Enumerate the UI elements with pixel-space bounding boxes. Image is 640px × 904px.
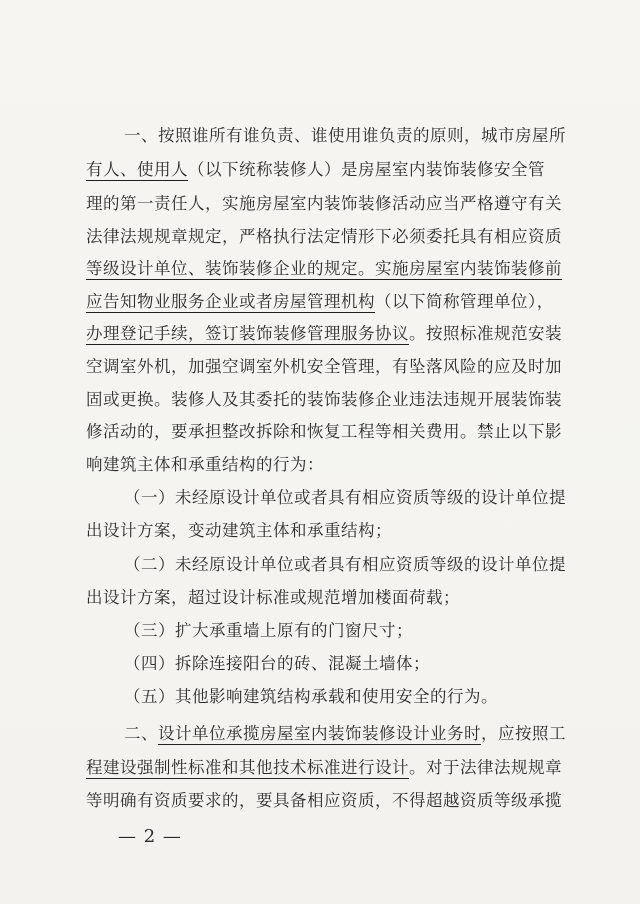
paragraph-line xyxy=(86,324,562,344)
underlined-phrase: 应告知物业服务企业或者房屋管理机构 xyxy=(86,292,375,311)
paragraph-line xyxy=(86,160,545,180)
paragraph-line xyxy=(86,227,562,247)
line-text: 出设计方案，变动建筑主体和承重结构； xyxy=(86,521,392,540)
list-item xyxy=(124,687,498,707)
paragraph-line xyxy=(86,390,562,410)
line-text: ，应按照工 xyxy=(481,724,566,743)
paragraph-line xyxy=(86,292,554,312)
page-number: — 2 — xyxy=(118,826,182,847)
line-text: 一、按照谁所有谁负责、谁使用谁负责的原则，城市房屋所 xyxy=(124,126,566,145)
underlined-phrase: 程建设强制性标准和其他技术标准进行设计 xyxy=(86,758,409,777)
line-text: （以下简称管理单位）， xyxy=(375,292,554,311)
underlined-phrase: 办理登记手续，签订装饰装修管理服务协议 xyxy=(86,324,409,343)
paragraph-line xyxy=(124,126,566,146)
underlined-phrase: 有人、使用人 xyxy=(86,160,188,179)
list-item xyxy=(124,555,566,575)
underlined-phrase: 实施房屋室内装饰装修前 xyxy=(375,259,562,278)
paragraph-line xyxy=(86,588,460,608)
line-text: 空调室外机，加强空调室外机安全管理，有坠落风险的应及时加 xyxy=(86,357,562,376)
line-text: （一）未经原设计单位或者具有相应资质等级的设计单位提 xyxy=(124,488,566,507)
line-text: （五）其他影响建筑结构承载和使用安全的行为。 xyxy=(124,687,498,706)
paragraph-line xyxy=(86,791,562,811)
line-text: （二）未经原设计单位或者具有相应资质等级的设计单位提 xyxy=(124,555,566,574)
list-item xyxy=(124,654,430,674)
paragraph-line xyxy=(86,194,562,214)
list-item xyxy=(124,621,413,641)
line-text: 固或更换。装修人及其委托的装饰装修企业违法违规开展装饰装 xyxy=(86,390,562,409)
paragraph-line xyxy=(86,521,392,541)
underlined-phrase: 设计单位承揽房屋室内装饰装修设计业务时 xyxy=(158,724,481,743)
line-text: 。对于法律法规规章 xyxy=(409,758,562,777)
line-text: 修活动的，要承担整改拆除和恢复工程等相关费用。禁止以下影 xyxy=(86,422,562,441)
line-text: 等明确有资质要求的，要具备相应资质，不得超越资质等级承揽 xyxy=(86,791,562,810)
line-text: 出设计方案，超过设计标准或规范增加楼面荷载； xyxy=(86,588,460,607)
line-text: 响建筑主体和承重结构的行为： xyxy=(86,455,324,474)
line-text: 二、 xyxy=(124,724,158,743)
paragraph-line xyxy=(124,724,566,744)
line-text: 理的第一责任人，实施房屋室内装饰装修活动应当严格遵守有关 xyxy=(86,194,562,213)
list-item xyxy=(124,488,566,508)
paragraph-line xyxy=(86,357,562,377)
line-text: 法律法规规章规定，严格执行法定情形下必须委托具有相应资质 xyxy=(86,227,562,246)
paragraph-line xyxy=(86,758,562,778)
line-text: 。按照标准规范安装 xyxy=(409,324,562,343)
paragraph-line xyxy=(86,455,324,475)
line-text: （四）拆除连接阳台的砖、混凝土墙体； xyxy=(124,654,430,673)
line-text: （以下统称装修人）是房屋室内装饰装修安全管 xyxy=(188,160,545,179)
paragraph-line xyxy=(86,422,562,442)
line-text: （三）扩大承重墙上原有的门窗尺寸； xyxy=(124,621,413,640)
underlined-phrase: 等级设计单位、装饰装修企业的规定。 xyxy=(86,259,375,278)
paragraph-line xyxy=(86,259,562,279)
